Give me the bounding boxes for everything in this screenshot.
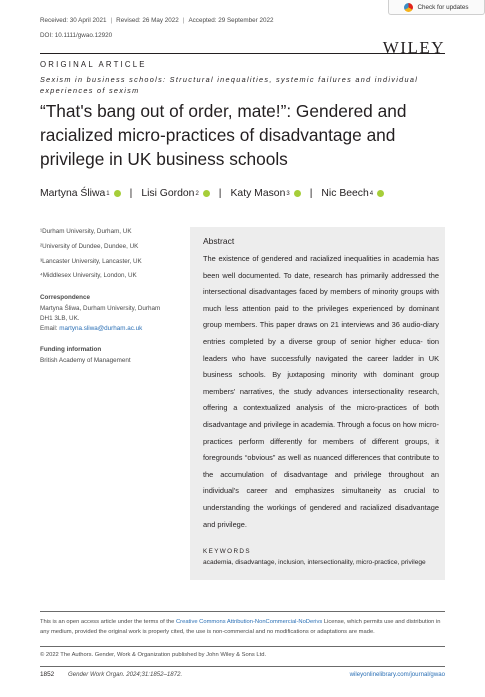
correspondence-line: DH1 3LB, UK. xyxy=(40,315,80,322)
affiliation: ²University of Dundee, Dundee, UK xyxy=(40,243,139,250)
received-date: Received: 30 April 2021 xyxy=(40,17,107,24)
divider xyxy=(40,611,445,612)
orcid-icon[interactable] xyxy=(114,190,121,197)
correspondence-label: Correspondence xyxy=(40,294,91,301)
affiliation: ⁴Middlesex University, London, UK xyxy=(40,272,137,279)
affiliation: ³Lancaster University, Lancaster, UK xyxy=(40,258,142,265)
author-name: Nic Beech xyxy=(321,188,369,199)
license-text: License, which permits use and distribution in any medium, provided the original work is properly cited, the use is non-commercial and no modifications or adaptations are made. xyxy=(40,619,441,636)
revised-date: Revised: 26 May 2022 xyxy=(116,17,179,24)
crossmark-icon xyxy=(404,3,413,12)
orcid-icon[interactable] xyxy=(377,190,384,197)
license-notice xyxy=(40,617,445,637)
author[interactable] xyxy=(231,188,301,199)
email-link[interactable]: martyna.sliwa@durham.ac.uk xyxy=(59,325,143,332)
article-history xyxy=(40,17,274,24)
check-for-updates-button[interactable] xyxy=(388,0,485,15)
license-link[interactable]: Creative Commons Attribution-NonCommercial-NoDerivs xyxy=(175,619,323,625)
author-name: Katy Mason xyxy=(230,188,286,199)
journal-url-link[interactable]: wileyonlinelibrary.com/journal/gwao xyxy=(349,671,445,678)
affiliation-ref: 2 xyxy=(195,190,199,197)
funding-text: British Academy of Management xyxy=(40,357,131,364)
separator: | xyxy=(110,17,113,24)
affiliation-ref: 3 xyxy=(286,190,290,197)
journal-citation: Gender Work Organ. 2024;31:1852–1872. xyxy=(68,671,183,678)
copyright: © 2022 The Authors. Gender, Work & Organization published by John Wiley & Sons Ltd. xyxy=(40,652,267,658)
accepted-date: Accepted: 29 September 2022 xyxy=(188,17,274,24)
author[interactable] xyxy=(40,188,121,199)
correspondence-line: Martyna Śliwa, Durham University, Durham xyxy=(40,305,161,312)
abstract-text: The existence of gendered and racialized inequalities in academia has been well documented. To date, research has primarily addressed the intersectional disadvantages faced by members of minority groups with much less attention paid to the privileges experienced by dominant group members. This paper draws on 21 interviews and 36 audio-diary entries completed by a diverse group of senior higher educa- tion leaders who have successfully navigated the career ladder in UK business schools. By juxtaposing minority with dominant group members' narratives, the study advances intersectionality research, offering a contextualized analysis of the micro-practices of both disadvantage and privilege in academia. Through a focus on how micro-practices perform differently for members of different groups, it foregrounds “obvious” as well as nuanced differences that contribute to the accumulation of disadvantage and privilege throughout an individual's career and emphasizes simultaneity as crucial to understanding the workings of gendered and racialized disadvantage and privilege. xyxy=(203,254,439,529)
correspondence-email-row xyxy=(40,325,142,332)
publisher-logo: WILEY xyxy=(382,38,445,57)
check-for-updates-label: Check for updates xyxy=(417,3,469,11)
author-list xyxy=(40,188,384,199)
separator: | xyxy=(218,188,222,199)
affiliation: ¹Durham University, Durham, UK xyxy=(40,228,132,235)
orcid-icon[interactable] xyxy=(203,190,210,197)
divider xyxy=(40,53,445,54)
divider xyxy=(40,646,445,647)
affiliation-ref: 1 xyxy=(106,190,110,197)
author[interactable] xyxy=(321,188,384,199)
special-issue: Sexism in business schools: Structural inequalities, systemic failures and individual experiences of sexism xyxy=(40,75,419,95)
keywords-text: academia, disadvantage, inclusion, intersectionality, micro-practice, privilege xyxy=(203,559,426,566)
separator: | xyxy=(182,17,185,24)
author-name: Martyna Śliwa xyxy=(40,188,106,199)
orcid-icon[interactable] xyxy=(294,190,301,197)
divider xyxy=(40,666,445,667)
separator: | xyxy=(129,188,133,199)
keywords-heading: KEYWORDS xyxy=(203,548,251,555)
license-text: This is an open access article under the terms of the xyxy=(40,619,176,625)
author-name: Lisi Gordon xyxy=(141,188,195,199)
separator: | xyxy=(309,188,313,199)
page-number: 1852 xyxy=(40,671,55,678)
abstract-heading: Abstract xyxy=(203,236,235,246)
email-label: Email: xyxy=(40,325,58,332)
author[interactable] xyxy=(141,188,209,199)
doi[interactable]: DOI: 10.1111/gwao.12920 xyxy=(40,32,113,39)
article-type: ORIGINAL ARTICLE xyxy=(40,60,147,69)
affiliation-ref: 4 xyxy=(369,190,374,197)
article-title: “That's bang out of order, mate!”: Gendered and racialized micro-practices of disadvantage and privilege in UK business schools xyxy=(40,101,407,169)
funding-label: Funding information xyxy=(40,346,102,353)
